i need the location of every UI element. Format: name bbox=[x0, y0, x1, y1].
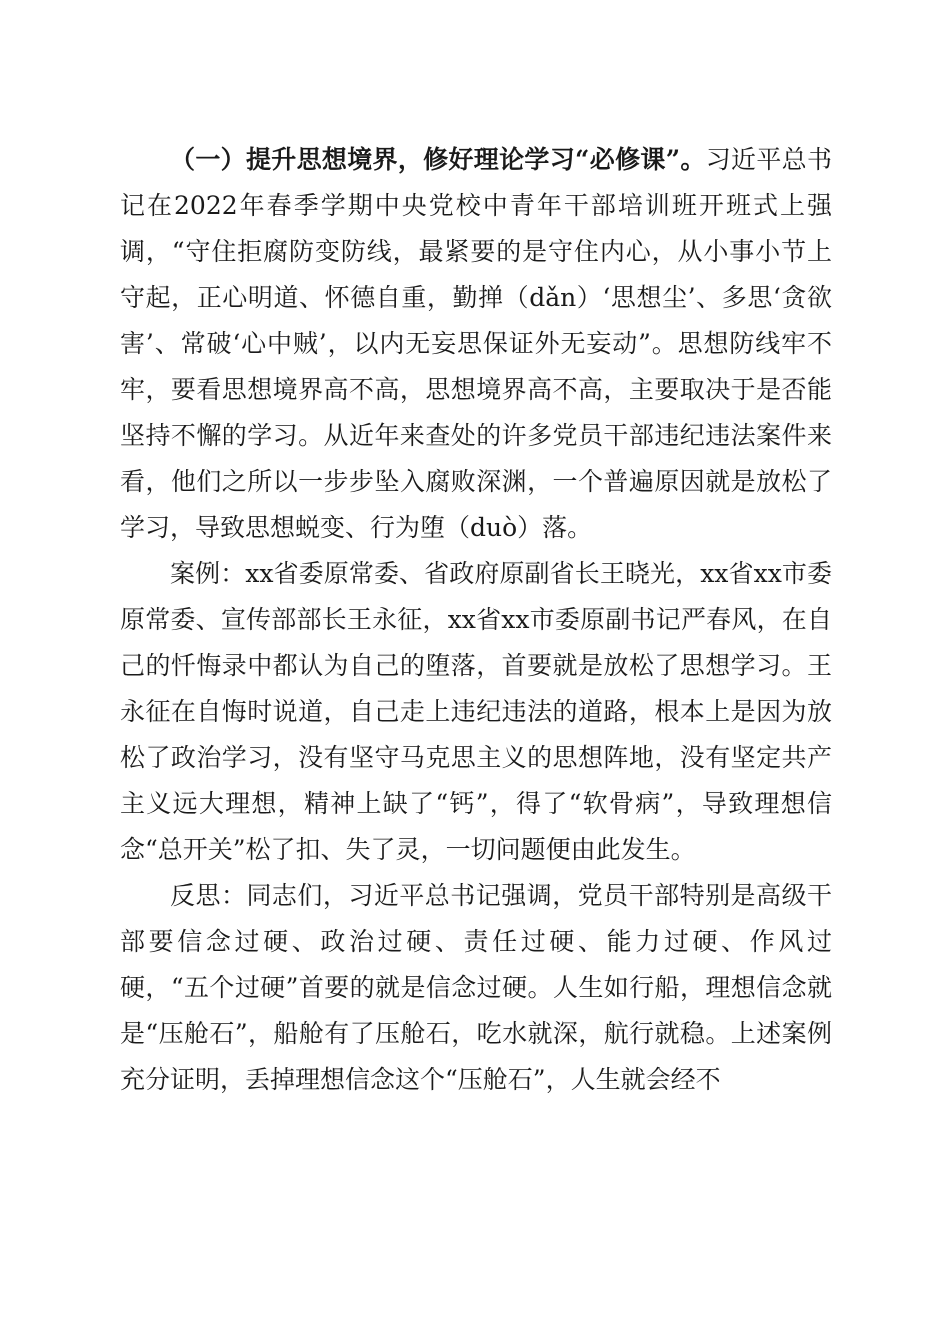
paragraph-case bbox=[120, 551, 832, 873]
section-heading: （一）提升思想境界，修好理论学习“必修课”。 bbox=[170, 145, 706, 174]
paragraph-reflection bbox=[120, 873, 832, 1103]
paragraph-text: 反思：同志们，习近平总书记强调，党员干部特别是高级干部要信念过硬、政治过硬、责任过硬、能力过硬、作风过硬，“五个过硬”首要的就是信念过硬。人生如行船，理想信念就是“压舱石”，船舱有了压舱石，吃水就深，航行就稳。上述案例充分证明，丢掉理想信念这个“压舱石”，人生就会经不 bbox=[120, 881, 832, 1094]
paragraph-text: 习近平总书记在2022年春季学期中央党校中青年干部培训班开班式上强调，“守住拒腐防变防线，最紧要的是守住内心，从小事小节上守起，正心明道、怀德自重，勤掸（dǎn）‘思想尘’、多思‘贪欲害’、常破‘心中贼’，以内无妄思保证外无妄动”。思想防线牢不牢，要看思想境界高不高，思想境界高不高，主要取决于是否能坚持不懈的学习。从近年来查处的许多党员干部违纪违法案件来看，他们之所以一步步坠入腐败深渊，一个普遍原因就是放松了学习，导致思想蜕变、行为堕（duò）落。 bbox=[120, 145, 832, 542]
document-body bbox=[120, 137, 832, 1103]
paragraph-thought-realm bbox=[120, 137, 832, 551]
paragraph-text: 案例：xx省委原常委、省政府原副省长王晓光，xx省xx市委原常委、宣传部部长王永征，xx省xx市委原副书记严春风，在自己的忏悔录中都认为自己的堕落，首要就是放松了思想学习。王永征在自悔时说道，自己走上违纪违法的道路，根本上是因为放松了政治学习，没有坚守马克思主义的思想阵地，没有坚定共产主义远大理想，精神上缺了“钙”，得了“软骨病”，导致理想信念“总开关”松了扣、失了灵，一切问题便由此发生。 bbox=[120, 559, 832, 864]
